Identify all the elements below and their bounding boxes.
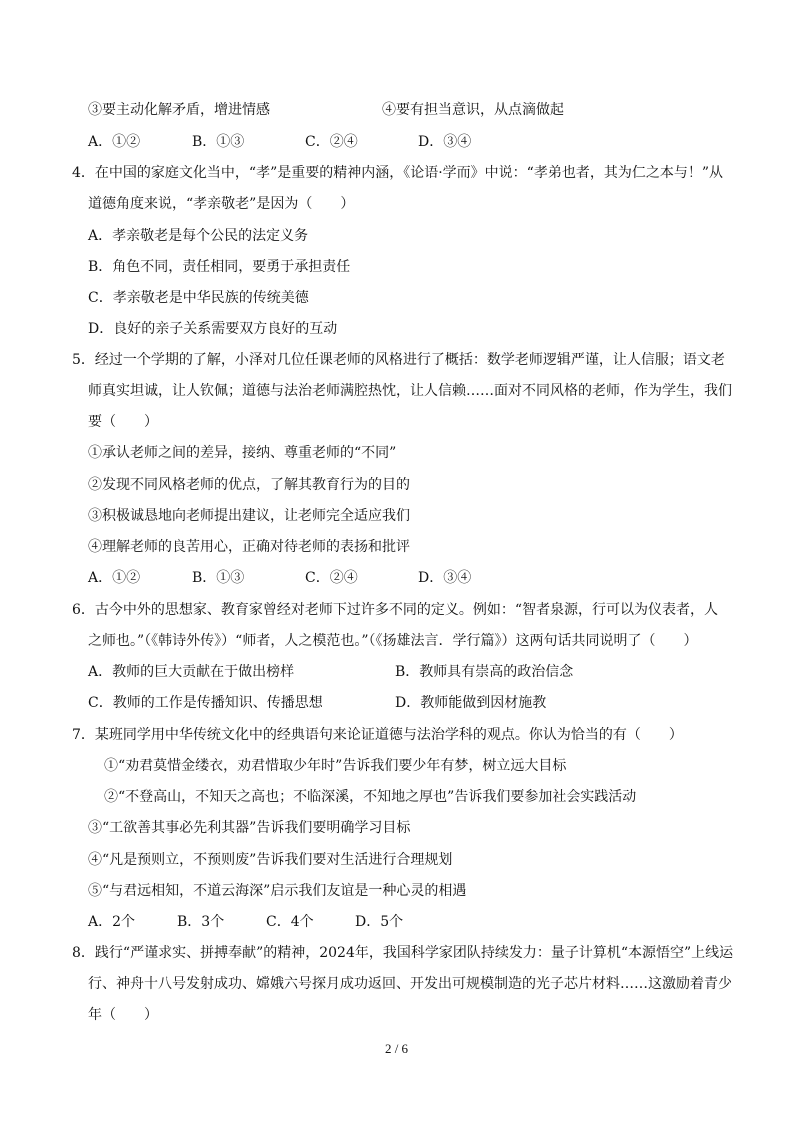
q7-option-b: B．3个 [177, 914, 225, 930]
q8-stem-line-2: 行、神舟十八号发射成功、嫦娥六号探月成功返回、开发出可规模制造的光子芯片材料……这激励着青少 [88, 976, 732, 992]
q4-option-d: D．良好的亲子关系需要双方良好的互动 [88, 321, 338, 337]
q7-statement-5: ⑤“与君远相知，不道云海深”启示我们友谊是一种心灵的相遇 [88, 883, 467, 899]
q6-option-b: B．教师具有崇高的政治信念 [395, 664, 574, 680]
q7-statement-4: ④“凡是预则立，不预则废”告诉我们要对生活进行合理规划 [88, 852, 453, 868]
q7-option-a: A．2个 [88, 914, 136, 930]
q5-option-c: C．②④ [305, 570, 358, 586]
page-number: 2 / 6 [384, 1041, 409, 1056]
q4-stem-line-2: 道德角度来说，“孝亲敬老”是因为（ ） [88, 196, 355, 212]
q3-statement-3: ③要主动化解矛盾，增进情感 [88, 102, 270, 118]
q5-stem-line-2: 师真实坦诚，让人钦佩；道德与法治老师满腔热忱，让人信赖……面对不同风格的老师，作为学生，我们 [88, 383, 732, 399]
q4-option-b: B．角色不同，责任相同，要勇于承担责任 [88, 259, 351, 275]
q6-option-a: A．教师的巨大贡献在于做出榜样 [88, 664, 295, 680]
q3-option-d: D．③④ [418, 134, 472, 150]
q7-statement-2: ②“不登高山，不知天之高也；不临深溪，不知地之厚也”告诉我们要参加社会实践活动 [104, 789, 637, 805]
q5-statement-2: ②发现不同风格老师的优点，了解其教育行为的目的 [88, 477, 410, 493]
q5-statement-1: ①承认老师之间的差异，接纳、尊重老师的“不同” [88, 445, 397, 461]
q7-statement-3: ③“工欲善其事必先利其器”告诉我们要明确学习目标 [88, 820, 411, 836]
q6-option-c: C．教师的工作是传播知识、传播思想 [88, 695, 323, 711]
q7-option-c: C．4个 [266, 914, 314, 930]
q6-stem-line-1: 6．古今中外的思想家、教育家曾经对老师下过许多不同的定义。例如：“智者泉源，行可以为仪表者，人 [72, 602, 719, 618]
q3-option-c: C．②④ [305, 134, 358, 150]
q3-statement-4: ④要有担当意识，从点滴做起 [382, 102, 564, 118]
q4-option-a: A．孝亲敬老是每个公民的法定义务 [88, 228, 309, 244]
q8-stem-line-3: 年（ ） [88, 1007, 158, 1023]
q5-statement-3: ③积极诚恳地向老师提出建议，让老师完全适应我们 [88, 508, 410, 524]
q3-option-b: B．①③ [192, 134, 245, 150]
q5-option-a: A．①② [88, 570, 141, 586]
q5-stem-line-1: 5．经过一个学期的了解，小泽对几位任课老师的风格进行了概括：数学老师逻辑严谨，让人信服；语文老 [72, 352, 725, 368]
q8-stem-line-1: 8．践行“严谨求实、拼搏奉献”的精神，2024年，我国科学家团队持续发力：量子计算机“本源悟空”上线运 [72, 945, 734, 961]
q7-option-d: D．5个 [355, 914, 404, 930]
q5-option-b: B．①③ [192, 570, 245, 586]
q7-stem-line-1: 7．某班同学用中华传统文化中的经典语句来论证道德与法治学科的观点。你认为恰当的有（ ） [72, 727, 683, 743]
q6-option-d: D．教师能做到因材施教 [395, 695, 547, 711]
q6-stem-line-2: 之师也。”（《韩诗外传》）“师者，人之模范也。”（《扬雄法言．学行篇》）这两句话共同说明了（ ） [88, 633, 698, 649]
q5-statement-4: ④理解老师的良苦用心，正确对待老师的表扬和批评 [88, 539, 410, 555]
q5-option-d: D．③④ [418, 570, 472, 586]
q5-stem-line-3: 要（ ） [88, 414, 158, 430]
q3-option-a: A．①② [88, 134, 141, 150]
q4-stem-line-1: 4．在中国的家庭文化当中，“孝”是重要的精神内涵，《论语·学而》中说：“孝弟也者，其为仁之本与！”从 [72, 165, 723, 181]
q7-statement-1: ①“劝君莫惜金缕衣，劝君惜取少年时”告诉我们要少年有梦，树立远大目标 [104, 758, 567, 774]
q4-option-c: C．孝亲敬老是中华民族的传统美德 [88, 290, 309, 306]
